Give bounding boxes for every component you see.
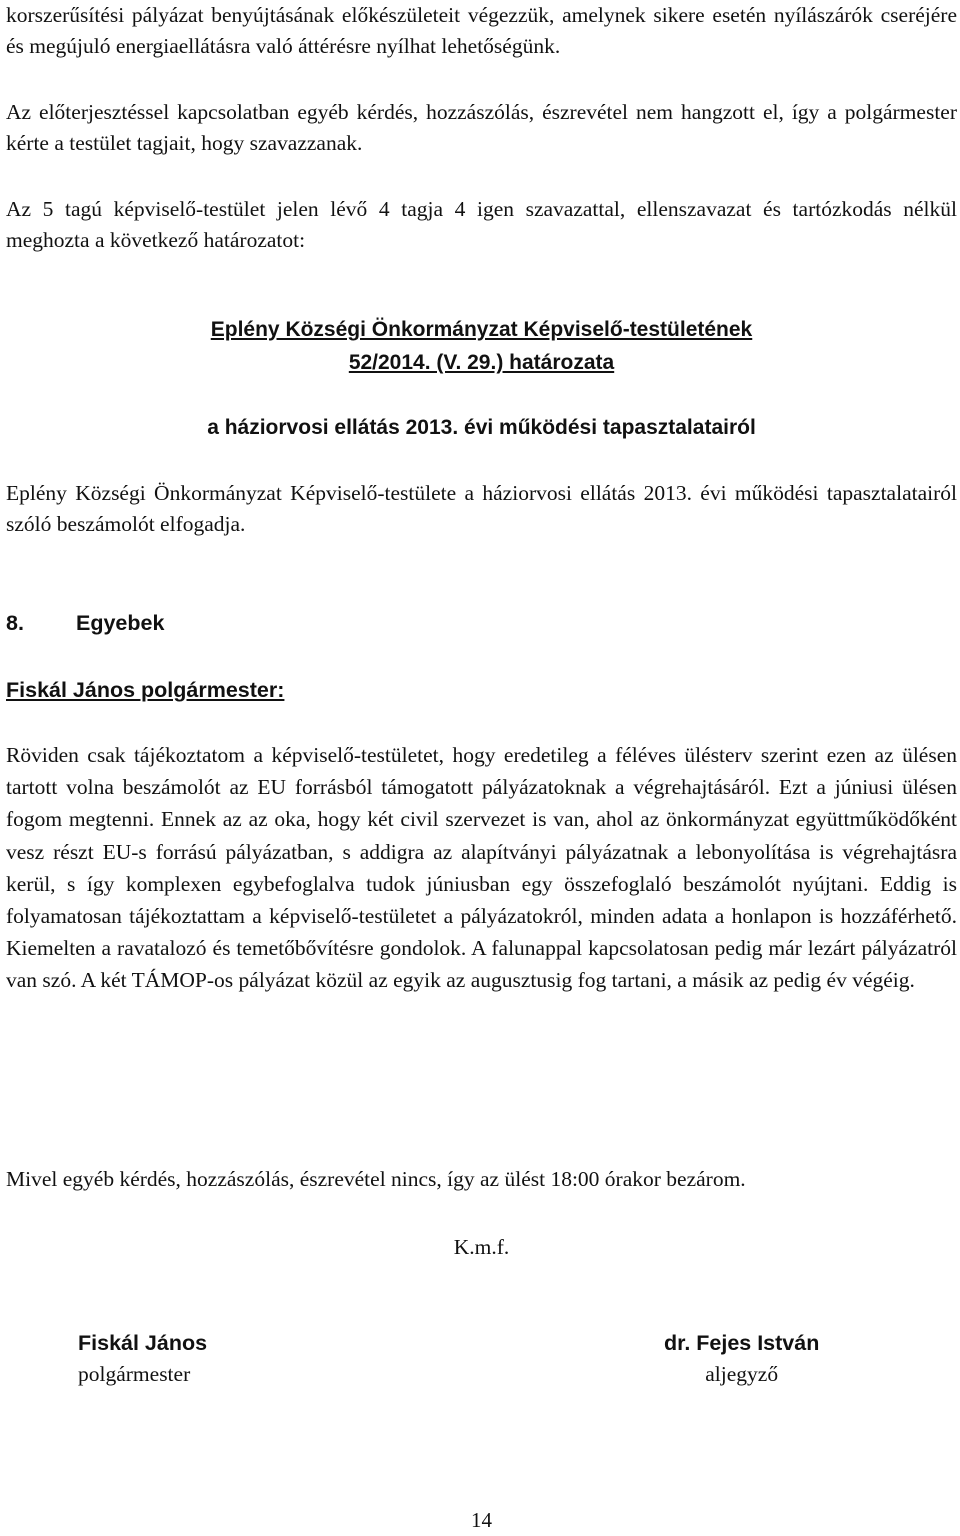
signature-role: aljegyző — [705, 1362, 779, 1386]
signature-block-notary — [664, 1328, 819, 1390]
signature-name: Fiskál János — [78, 1331, 208, 1355]
resolution-title-line-2: 52/2014. (V. 29.) határozata — [348, 351, 615, 374]
section-heading — [6, 608, 164, 639]
paragraph-mayor-report: Röviden csak tájékoztatom a képviselő-testületet, hogy eredetileg a féléves ülésterv szerint ezen az ülésen tartott volna beszámolót az EU forrásból támogatott pályázatoknak a végrehajtásáról. Ezt a júniusi ülésen fogom megtenni. Ennek az az oka, hogy két civil szervezet is van, ahol az önkormányzat együttműködőként vesz részt EU-s forrású pályázatban, s addigra az alapítványi pályázatnak a lebonyolítása is végrehajtásra kerül, s így komplexen egybefoglalva tudok júniusban egy összefoglaló beszámolót nyújtani. Eddig is folyamatosan tájékoztattam a képviselő-testületet a pályázatokról, minden adata a honlapon is hozzáférhető. Kiemelten a ravatalozó és temetőbővítésre gondolok. A falunappal kapcsolatosan pedig már lezárt pályázatról van szó. A két TÁMOP-os pályázat közül az egyik az augusztusig fog tartani, a másik az pedig év végéig. — [6, 743, 957, 993]
kmf-label: K.m.f. — [453, 1235, 510, 1259]
paragraph-energy-tender: korszerűsítési pályázat benyújtásának előkészületeit végezzük, amelynek sikere esetén nyílászárók cseréjére és megújuló energiaellátásra való áttérésre nyílhat lehetőségünk. — [6, 3, 957, 58]
speaker-label: Fiskál János polgármester: — [6, 678, 285, 702]
signature-block-mayor — [78, 1328, 207, 1390]
section-number: 8. — [6, 611, 24, 635]
paragraph-closing: Mivel egyéb kérdés, hozzászólás, észrevétel nincs, így az ülést 18:00 órakor bezárom. — [6, 1167, 746, 1191]
paragraph-vote-result: Az 5 tagú képviselő-testület jelen lévő 4 tagja 4 igen szavazattal, ellenszavazat és tartózkodás nélkül meghozta a következő határozatot: — [6, 197, 957, 252]
signature-name: dr. Fejes István — [664, 1331, 820, 1355]
paragraph-no-comments: Az előterjesztéssel kapcsolatban egyéb kérdés, hozzászólás, észrevétel nem hangzott el, így a polgármester kérte a testület tagjait, hogy szavazzanak. — [6, 100, 957, 155]
page-number: 14 — [471, 1508, 492, 1532]
resolution-title — [6, 313, 957, 379]
signature-role: polgármester — [78, 1362, 191, 1386]
resolution-title-line-1: Eplény Községi Önkormányzat Képviselő-testületének — [210, 318, 753, 341]
section-title: Egyebek — [76, 611, 165, 635]
paragraph-resolution-text: Eplény Községi Önkormányzat Képviselő-testülete a háziorvosi ellátás 2013. évi működési tapasztalatairól szóló beszámolót elfogadja. — [6, 481, 957, 536]
resolution-subject: a háziorvosi ellátás 2013. évi működési tapasztalatairól — [207, 416, 756, 439]
